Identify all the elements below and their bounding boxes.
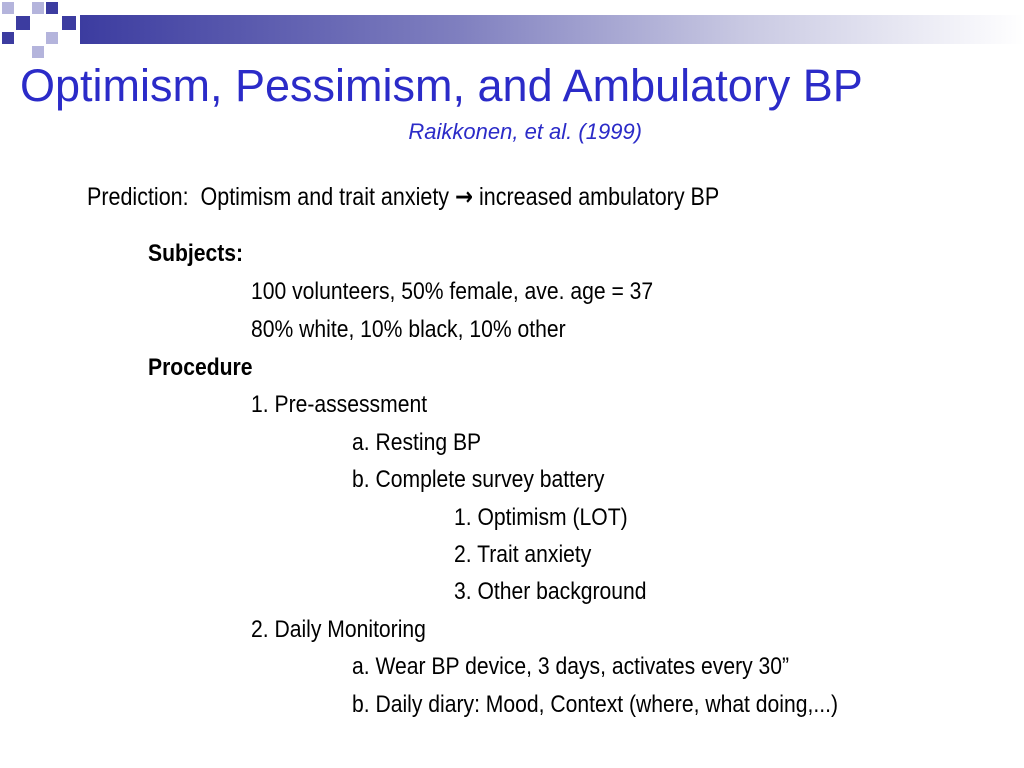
procedure-step: 2. Daily Monitoring — [251, 616, 426, 643]
deco-square — [32, 2, 44, 14]
procedure-substep: a. Resting BP — [352, 429, 482, 456]
deco-square — [2, 32, 14, 44]
deco-square — [16, 16, 30, 30]
procedure-heading: Procedure — [148, 354, 253, 381]
header-gradient-bar — [80, 15, 1024, 44]
procedure-substep: b. Complete survey battery — [352, 466, 605, 493]
survey-item: 2. Trait anxiety — [454, 541, 592, 568]
subjects-line: 80% white, 10% black, 10% other — [251, 316, 566, 343]
procedure-step: 1. Pre-assessment — [251, 391, 428, 418]
procedure-substep: a. Wear BP device, 3 days, activates every 30” — [352, 653, 790, 680]
header-decoration — [0, 0, 1024, 60]
deco-square — [2, 2, 14, 14]
citation: Raikkonen, et al. (1999) — [408, 119, 642, 144]
subjects-heading: Subjects: — [148, 240, 244, 267]
procedure-substep: b. Daily diary: Mood, Context (where, what doing,...) — [352, 691, 838, 718]
survey-item: 1. Optimism (LOT) — [454, 504, 628, 531]
slide-subtitle — [0, 117, 990, 147]
deco-square — [62, 16, 76, 30]
deco-square — [46, 2, 58, 14]
prediction-outcome: increased ambulatory BP — [473, 183, 720, 211]
subjects-line: 100 volunteers, 50% female, ave. age = 37 — [251, 278, 654, 305]
arrow-icon: → — [455, 182, 474, 211]
prediction-line — [87, 182, 719, 212]
survey-item: 3. Other background — [454, 578, 647, 605]
deco-square — [46, 32, 58, 44]
prediction-text: Prediction: Optimism and trait anxiety — [87, 183, 456, 211]
slide-title: Optimism, Pessimism, and Ambulatory BP — [20, 60, 863, 111]
